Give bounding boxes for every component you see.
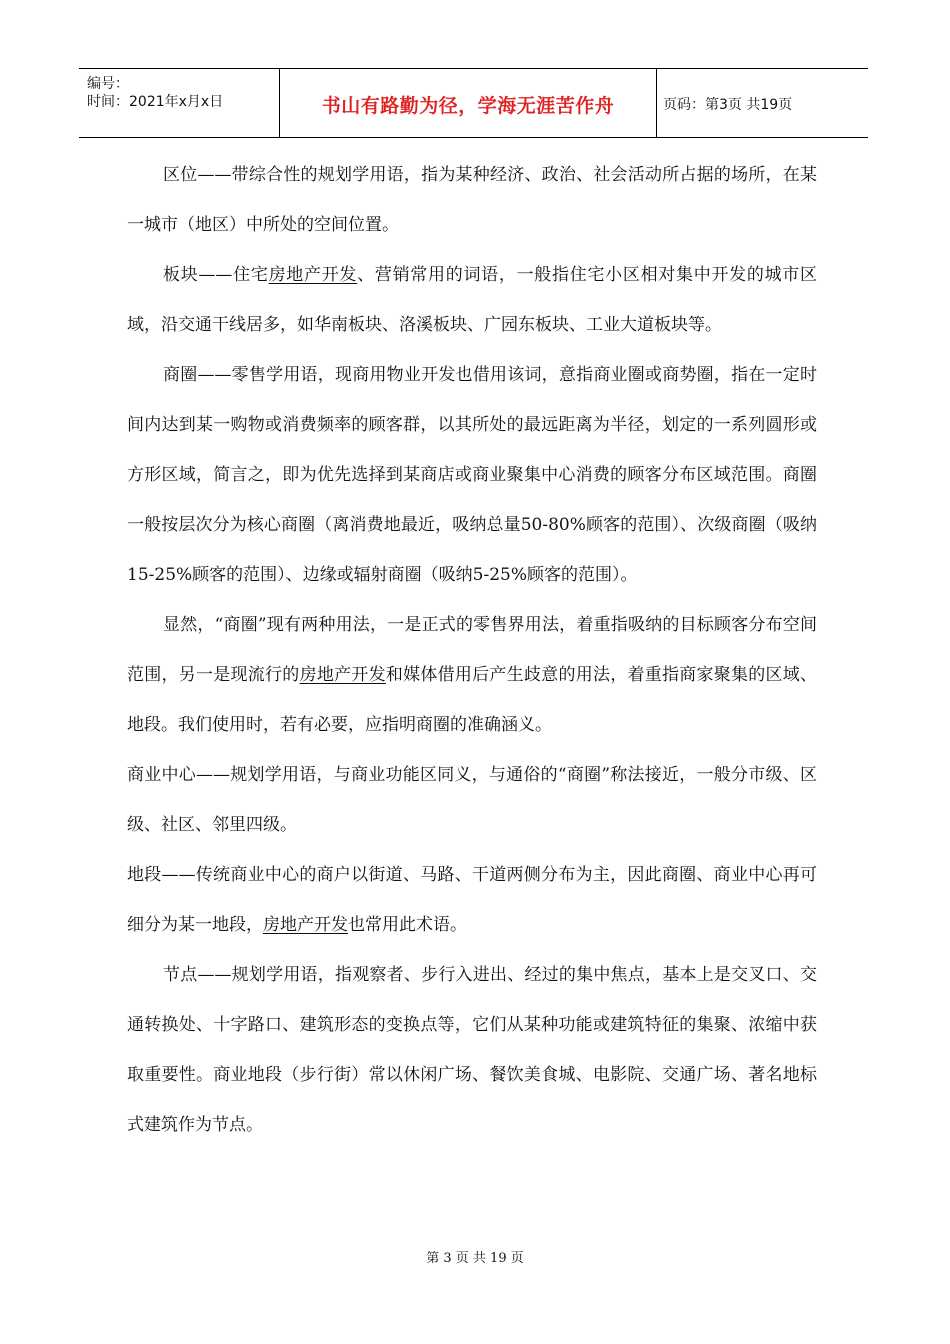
- paragraph-node: 节点——规划学用语，指观察者、步行入进出、经过的集中焦点，基本上是交叉口、交通转换处、十字路口、建筑形态的变换点等，它们从某种功能或建筑特征的集聚、浓缩中获取重要性。商业地段（步行街）常以休闲广场、餐饮美食城、电影院、交通广场、著名地标式建筑作为节点。: [127, 965, 817, 1135]
- page-info: 页码：第3页 共19页: [663, 97, 793, 113]
- paragraph-lot: [127, 850, 817, 950]
- paragraph-block: [127, 250, 817, 350]
- number-label: 编号：: [87, 76, 129, 92]
- real-estate-link[interactable]: 房地产开发: [299, 665, 386, 685]
- date-line: 时间：2021年x月x日: [87, 94, 224, 110]
- paragraph-trade-area: 商圈——零售学用语，现商用物业开发也借用该词，意指商业圈或商势圈，指在一定时间内达到某一购物或消费频率的顾客群，以其所处的最远距离为半径，划定的一系列圆形或方形区域，简言之，即为优先选择到某商店或商业聚集中心消费的顾客分布区域范围。商圈一般按层次分为核心商圈（离消费地最近，吸纳总量50-80%顾客的范围）、次级商圈（吸纳15-25%顾客的范围）、边缘或辐射商圈（吸纳5-25%顾客的范围）。: [127, 365, 817, 585]
- real-estate-link[interactable]: 房地产开发: [268, 265, 358, 285]
- motto: 书山有路勤为径，学海无涯苦作舟: [321, 95, 615, 117]
- header-meta-cell: [79, 69, 280, 137]
- paragraph-text: 板块——住宅: [163, 265, 269, 285]
- document-body: [127, 150, 817, 1150]
- header-motto-cell: [280, 69, 657, 137]
- paragraph-text: 和媒体借用后产生歧意的用法，着重指商家聚集的区域、地段。我们使用时，若有必要，应指明商圈的准确涵义。: [127, 665, 818, 735]
- page-footer: 第 3 页 共 19 页: [426, 1251, 524, 1266]
- paragraph-commercial-center: 商业中心——规划学用语，与商业功能区同义，与通俗的“商圈”称法接近，一般分市级、区级、社区、邻里四级。: [127, 765, 817, 835]
- paragraph-text: 也常用此术语。: [348, 915, 467, 935]
- paragraph-text: 、营销常用的词语，一般指住宅小区相对集中开发的城市区域，沿交通干线居多，如华南板块、洛溪板块、广园东板块、工业大道板块等。: [127, 265, 818, 335]
- paragraph-text: 显然，“商圈”现有两种用法，一是正式的零售界用法，着重指吸纳的目标顾客分布空间范围，另一是现流行的: [127, 615, 817, 685]
- header-page-cell: [657, 69, 868, 137]
- paragraph-obviously: [127, 600, 817, 750]
- paragraph-location: 区位——带综合性的规划学用语，指为某种经济、政治、社会活动所占据的场所，在某一城市（地区）中所处的空间位置。: [127, 165, 817, 235]
- paragraph-text: 地段——传统商业中心的商户以街道、马路、干道两侧分布为主，因此商圈、商业中心再可细分为某一地段，: [127, 865, 817, 935]
- document-header: [79, 68, 868, 138]
- real-estate-link[interactable]: 房地产开发: [263, 915, 348, 935]
